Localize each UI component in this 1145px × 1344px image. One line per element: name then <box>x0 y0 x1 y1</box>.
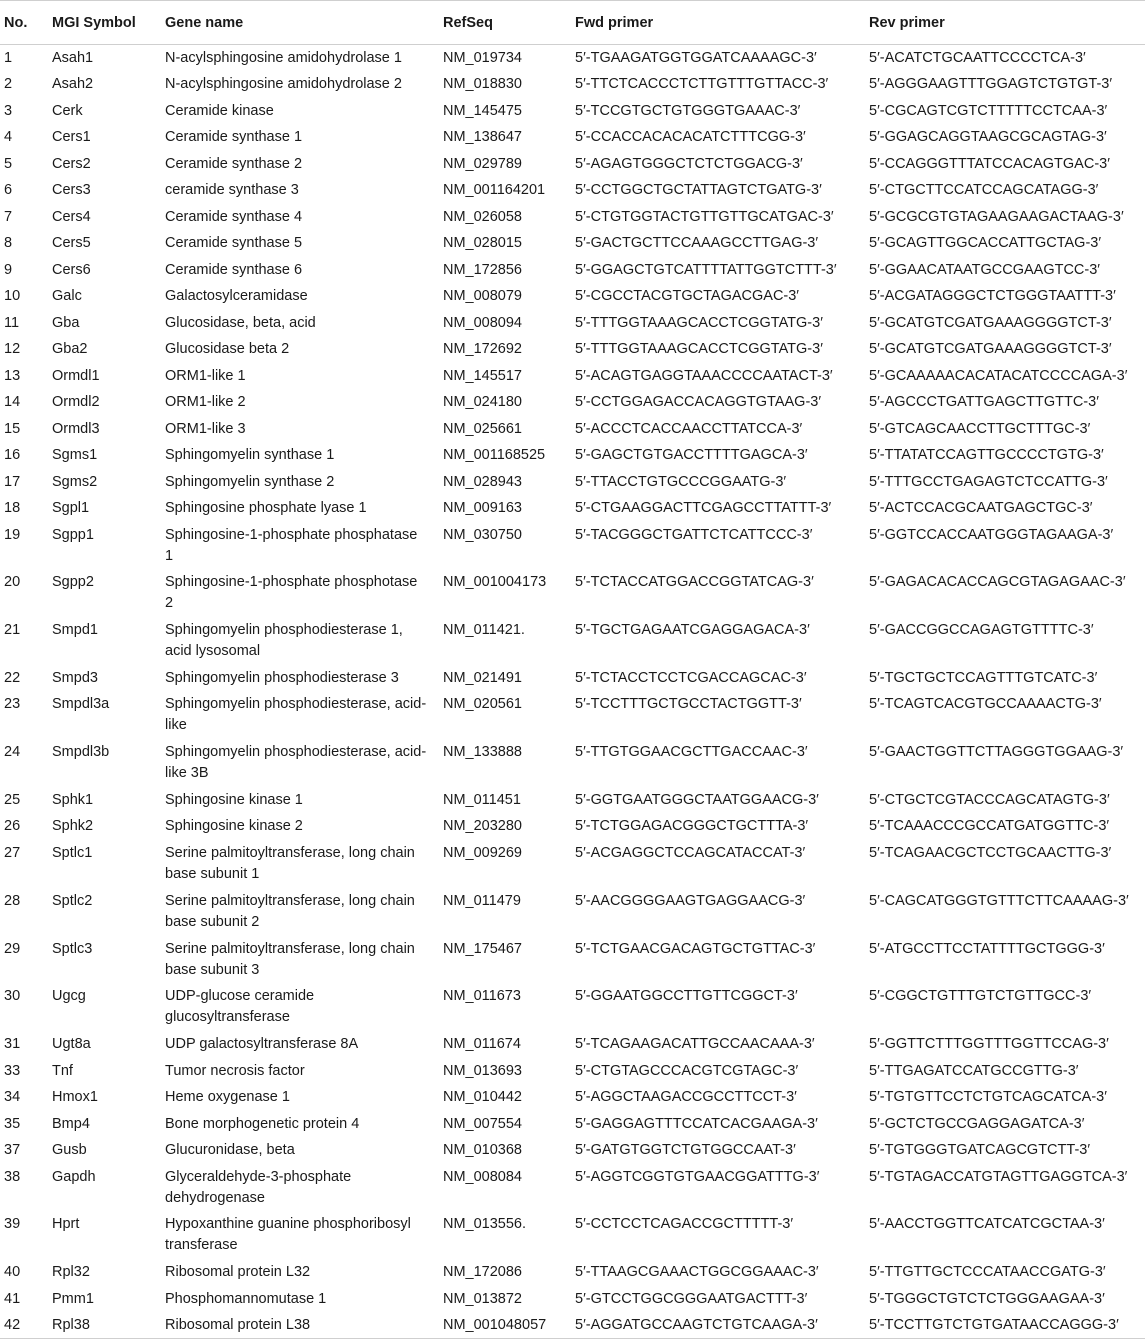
cell-gene-name: Ribosomal protein L38 <box>161 1312 439 1339</box>
cell-mgi-symbol: Sptlc3 <box>52 940 93 957</box>
cell-no: 22 <box>4 669 21 686</box>
cell-mgi-symbol: Gapdh <box>52 1168 96 1185</box>
cell-refseq: NM_025661 <box>443 420 522 437</box>
cell-rev-primer: 5′-CGGCTGTTTGTCTGTTGCC-3′ <box>869 988 1092 1005</box>
cell-mgi-symbol: Rpl32 <box>52 1264 90 1281</box>
cell-no: 11 <box>4 314 20 331</box>
cell-no: 24 <box>4 744 21 761</box>
cell-mgi-symbol: Cers4 <box>52 208 91 225</box>
cell-gene-name: Sphingomyelin phosphodiesterase 1, acid lysosomal <box>165 622 403 660</box>
cell-gene-name: N-acylsphingosine amidohydrolase 1 <box>165 50 402 66</box>
cell-mgi-symbol: Ormdl2 <box>52 394 100 410</box>
table-row <box>0 1312 1145 1339</box>
cell-refseq: NM_028015 <box>443 235 522 251</box>
cell-gene-name: Sphingomyelin synthase 1 <box>165 447 335 463</box>
cell-rev-primer: 5′-GGTTCTTTGGTTTGGTTCCAG-3′ <box>869 1036 1109 1053</box>
table-body <box>0 45 1145 1339</box>
cell-fwd-primer: 5′-ACGAGGCTCCAGCATACCAT-3′ <box>575 844 806 861</box>
cell-fwd-primer: 5′-CTGTAGCCCACGTCGTAGC-3′ <box>575 1062 799 1079</box>
cell-refseq: NM_007554 <box>443 1115 522 1132</box>
cell-fwd-primer: 5′-GTCCTGGCGGGAATGACTTT-3′ <box>575 1290 808 1307</box>
cell-mgi-symbol: Cerk <box>52 102 83 119</box>
cell-refseq: NM_172856 <box>443 261 522 278</box>
cell-no: 17 <box>4 473 21 490</box>
table-row <box>0 98 1145 125</box>
cell-fwd-primer: 5′-TTTGGTAAAGCACCTCGGTATG-3′ <box>575 314 823 331</box>
table-row <box>0 230 1145 257</box>
cell-refseq: NM_024180 <box>443 394 522 410</box>
cell-mgi-symbol: Ugt8a <box>52 1036 91 1053</box>
cell-fwd-primer: 5′-TCTACCTCCTCGACCAGCAC-3′ <box>575 669 807 686</box>
header-mgi-symbol: MGI Symbol <box>48 1 161 45</box>
cell-fwd-primer: 5′-GAGCTGTGACCTTTTGAGCA-3′ <box>575 447 808 463</box>
table-row <box>0 124 1145 151</box>
cell-mgi-symbol: Sphk1 <box>52 791 94 808</box>
table-row <box>0 1084 1145 1111</box>
table-row <box>0 522 1145 570</box>
cell-fwd-primer: 5′-CTGTGGTACTGTTGTTGCATGAC-3′ <box>575 208 834 225</box>
cell-fwd-primer: 5′-TCTGGAGACGGGCTGCTTTA-3′ <box>575 818 809 835</box>
header-no: No. <box>0 1 48 45</box>
cell-mgi-symbol: Ormdl1 <box>52 367 100 384</box>
cell-gene-name: Phosphomannomutase 1 <box>165 1290 327 1307</box>
cell-gene-name: UDP galactosyltransferase 8A <box>165 1036 359 1053</box>
table-row <box>0 442 1145 469</box>
cell-mgi-symbol: Rpl38 <box>48 1312 161 1339</box>
cell-fwd-primer: 5′-TCTGAACGACAGTGCTGTTAC-3′ <box>575 940 816 957</box>
table-row <box>0 1164 1145 1212</box>
cell-mgi-symbol: Smpd3 <box>52 669 98 686</box>
cell-rev-primer: 5′-GCGCGTGTAGAAGAAGACTAAG-3′ <box>869 208 1124 225</box>
cell-refseq: NM_001168525 <box>443 447 546 463</box>
cell-no: 37 <box>4 1142 21 1159</box>
table-row <box>0 983 1145 1031</box>
cell-no: 18 <box>4 500 21 516</box>
cell-refseq: NM_019734 <box>443 50 522 66</box>
cell-refseq: NM_018830 <box>443 76 522 92</box>
cell-refseq: NM_011421. <box>443 622 525 639</box>
cell-rev-primer: 5′-CAGCATGGGTGTTTCTTCAAAAG-3′ <box>869 892 1129 909</box>
cell-rev-primer: 5′-ACTCCACGCAATGAGCTGC-3′ <box>869 500 1093 516</box>
cell-mgi-symbol: Smpd1 <box>52 622 98 639</box>
cell-mgi-symbol: Galc <box>52 288 82 304</box>
cell-rev-primer: 5′-CGCAGTCGTCTTTTTCCTCAA-3′ <box>869 102 1108 119</box>
cell-no: 14 <box>4 394 21 410</box>
cell-no: 34 <box>4 1089 21 1106</box>
cell-gene-name: N-acylsphingosine amidohydrolase 2 <box>165 76 402 92</box>
cell-refseq: NM_001164201 <box>443 182 546 198</box>
cell-mgi-symbol: Ugcg <box>52 988 86 1005</box>
cell-no: 1 <box>4 50 13 66</box>
cell-no: 35 <box>4 1115 21 1132</box>
cell-no: 31 <box>4 1036 21 1053</box>
cell-refseq: NM_008079 <box>443 288 522 304</box>
cell-fwd-primer: 5′-TTACCTGTGCCCGGAATG-3′ <box>575 473 787 490</box>
cell-refseq: NM_011674 <box>443 1036 521 1053</box>
cell-rev-primer: 5′-AGCCCTGATTGAGCTTGTTC-3′ <box>869 394 1099 410</box>
cell-fwd-primer: 5′-TCTACCATGGACCGGTATCAG-3′ <box>575 574 814 591</box>
cell-fwd-primer: 5′-AGAGTGGGCTCTCTGGACG-3′ <box>575 155 803 172</box>
cell-mgi-symbol: Sgpp2 <box>52 574 94 591</box>
cell-rev-primer: 5′-GGAGCAGGTAAGCGCAGTAG-3′ <box>869 129 1107 145</box>
table-row <box>0 1211 1145 1259</box>
cell-gene-name: Serine palmitoyltransferase, long chain base subunit 3 <box>165 940 415 978</box>
cell-rev-primer: 5′-ACGATAGGGCTCTGGGTAATTT-3′ <box>869 288 1116 304</box>
cell-refseq: NM_029789 <box>443 155 522 172</box>
cell-fwd-primer: 5′-GAGGAGTTTCCATCACGAAGA-3′ <box>575 1115 818 1132</box>
cell-fwd-primer: 5′-ACCCTCACCAACCTTATCCA-3′ <box>575 420 803 437</box>
cell-refseq: NM_020561 <box>443 696 522 713</box>
cell-rev-primer: 5′-AACCTGGTTCATCATCGCTAA-3′ <box>869 1216 1105 1233</box>
cell-fwd-primer: 5′-GGAATGGCCTTGTTCGGCT-3′ <box>575 988 798 1005</box>
header-refseq: RefSeq <box>439 1 571 45</box>
cell-rev-primer: 5′-TGGGCTGTCTCTGGGAAGAA-3′ <box>869 1290 1105 1307</box>
table-row <box>0 204 1145 231</box>
cell-no: 12 <box>4 341 21 357</box>
table-row <box>0 739 1145 787</box>
cell-mgi-symbol: Cers2 <box>52 155 91 172</box>
cell-fwd-primer: 5′-CGCCTACGTGCTAGACGAC-3′ <box>575 288 800 304</box>
cell-rev-primer: 5′-GGTCCACCAATGGGTAGAAGA-3′ <box>869 526 1114 543</box>
cell-refseq: NM_028943 <box>443 473 522 490</box>
cell-fwd-primer: 5′-CTGAAGGACTTCGAGCCTTATTT-3′ <box>575 500 832 516</box>
cell-no: 4 <box>4 129 13 145</box>
cell-rev-primer: 5′-TTATATCCAGTTGCCCCTGTG-3′ <box>869 447 1104 463</box>
cell-mgi-symbol: Gba <box>52 314 80 331</box>
cell-fwd-primer: 5′-CCTGGAGACCACAGGTGTAAG-3′ <box>575 394 822 410</box>
cell-mgi-symbol: Sgpp1 <box>52 526 94 543</box>
cell-gene-name: Ceramide kinase <box>165 102 274 119</box>
table-row <box>0 1058 1145 1085</box>
cell-fwd-primer: 5′-TGAAGATGGTGGATCAAAAGC-3′ <box>575 50 817 66</box>
cell-refseq: NM_145517 <box>443 367 522 384</box>
cell-rev-primer: 5′-GAGACACACCAGCGTAGAGAAC-3′ <box>869 574 1126 591</box>
cell-mgi-symbol: Hprt <box>52 1216 80 1233</box>
cell-refseq: NM_133888 <box>443 744 522 761</box>
cell-fwd-primer: 5′-TTTGGTAAAGCACCTCGGTATG-3′ <box>575 341 823 357</box>
table-row <box>0 283 1145 310</box>
cell-fwd-primer: 5′-AACGGGGAAGTGAGGAACG-3′ <box>575 892 806 909</box>
cell-gene-name: Sphingosine kinase 1 <box>165 791 303 808</box>
table-row <box>0 936 1145 984</box>
table-row <box>0 416 1145 443</box>
cell-refseq: NM_172086 <box>443 1264 522 1281</box>
cell-rev-primer: 5′-TCAGAACGCTCCTGCAACTTG-3′ <box>869 844 1112 861</box>
cell-refseq: NM_008094 <box>443 314 522 331</box>
cell-no: 27 <box>4 844 21 861</box>
cell-refseq: NM_175467 <box>443 940 522 957</box>
cell-no: 41 <box>4 1290 21 1307</box>
cell-rev-primer: 5′-TTGAGATCCATGCCGTTG-3′ <box>869 1062 1079 1079</box>
cell-no: 2 <box>4 76 13 92</box>
cell-rev-primer: 5′-TCCTTGTCTGTGATAACCAGGG-3′ <box>865 1312 1145 1339</box>
cell-gene-name: ORM1-like 1 <box>165 367 246 384</box>
cell-mgi-symbol: Asah1 <box>52 50 94 66</box>
cell-refseq: NM_026058 <box>443 208 522 225</box>
cell-refseq: NM_009163 <box>443 500 522 516</box>
cell-mgi-symbol: Smpdl3a <box>52 696 110 713</box>
cell-no: 39 <box>4 1216 21 1233</box>
cell-mgi-symbol: Asah2 <box>52 76 94 92</box>
cell-no: 23 <box>4 696 21 713</box>
table-row <box>0 389 1145 416</box>
cell-fwd-primer: 5′-CCTGGCTGCTATTAGTCTGATG-3′ <box>575 182 822 198</box>
cell-gene-name: Sphingomyelin phosphodiesterase 3 <box>165 669 399 686</box>
cell-mgi-symbol: Hmox1 <box>52 1089 98 1106</box>
table-row <box>0 1259 1145 1286</box>
table-row <box>0 665 1145 692</box>
cell-gene-name: Glucosidase, beta, acid <box>165 314 316 331</box>
cell-refseq: NM_009269 <box>443 844 522 861</box>
table-row <box>0 813 1145 840</box>
table-row <box>0 177 1145 204</box>
cell-gene-name: Serine palmitoyltransferase, long chain base subunit 1 <box>165 844 415 882</box>
cell-fwd-primer: 5′-TTCTCACCCTCTTGTTTGTTACC-3′ <box>575 76 829 92</box>
cell-mgi-symbol: Ormdl3 <box>52 420 100 437</box>
table-row <box>0 363 1145 390</box>
cell-gene-name: Glucuronidase, beta <box>165 1142 295 1159</box>
cell-rev-primer: 5′-ATGCCTTCCTATTTTGCTGGG-3′ <box>869 940 1105 957</box>
cell-mgi-symbol: Gusb <box>52 1142 87 1159</box>
table-row <box>0 257 1145 284</box>
cell-rev-primer: 5′-TGTGTTCCTCTGTCAGCATCA-3′ <box>869 1089 1107 1106</box>
cell-gene-name: Ceramide synthase 1 <box>165 129 303 145</box>
cell-gene-name: Glucosidase beta 2 <box>165 341 290 357</box>
cell-rev-primer: 5′-GCAAAAACACATACATCCCCAGA-3′ <box>869 367 1128 384</box>
cell-rev-primer: 5′-CCAGGGTTTATCCACAGTGAC-3′ <box>869 155 1110 172</box>
cell-gene-name: Sphingosine-1-phosphate phosphatase 1 <box>165 526 418 564</box>
cell-rev-primer: 5′-AGGGAAGTTTGGAGTCTGTGT-3′ <box>869 76 1113 92</box>
cell-rev-primer: 5′-GGAACATAATGCCGAAGTCC-3′ <box>869 261 1101 278</box>
cell-no: 26 <box>4 818 21 835</box>
cell-refseq: NM_011451 <box>443 791 521 808</box>
table-row <box>0 45 1145 72</box>
cell-refseq: NM_008084 <box>443 1168 522 1185</box>
cell-mgi-symbol: Sgpl1 <box>52 500 90 516</box>
cell-no: 8 <box>4 235 13 251</box>
cell-gene-name: ORM1-like 2 <box>165 394 246 410</box>
cell-mgi-symbol: Gba2 <box>52 341 88 357</box>
cell-refseq: NM_010368 <box>443 1142 522 1159</box>
cell-rev-primer: 5′-GACCGGCCAGAGTGTTTTC-3′ <box>869 622 1094 639</box>
cell-refseq: NM_030750 <box>443 526 522 543</box>
cell-mgi-symbol: Cers6 <box>52 261 91 278</box>
cell-fwd-primer: 5′-GACTGCTTCCAAAGCCTTGAG-3′ <box>575 235 819 251</box>
cell-fwd-primer: 5′-GGAGCTGTCATTTTATTGGTCTTT-3′ <box>575 261 837 278</box>
table-row <box>0 71 1145 98</box>
cell-refseq: NM_011673 <box>443 988 521 1005</box>
table-row <box>0 1031 1145 1058</box>
cell-refseq: NM_138647 <box>443 129 522 145</box>
cell-mgi-symbol: Tnf <box>52 1062 73 1079</box>
cell-fwd-primer: 5′-TACGGGCTGATTCTCATTCCC-3′ <box>575 526 813 543</box>
table-row <box>0 691 1145 739</box>
cell-refseq: NM_203280 <box>443 818 522 835</box>
table-row <box>0 1111 1145 1138</box>
cell-gene-name: Sphingomyelin phosphodiesterase, acid-like <box>165 696 427 734</box>
table-row <box>0 569 1145 617</box>
cell-rev-primer: 5′-GTCAGCAACCTTGCTTTGC-3′ <box>869 420 1091 437</box>
cell-gene-name: Galactosylceramidase <box>165 288 308 304</box>
cell-no: 7 <box>4 208 13 225</box>
cell-rev-primer: 5′-TGTGGGTGATCAGCGTCTT-3′ <box>869 1142 1091 1159</box>
cell-rev-primer: 5′-TGCTGCTCCAGTTTGTCATC-3′ <box>869 669 1098 686</box>
cell-rev-primer: 5′-GCAGTTGGCACCATTGCTAG-3′ <box>869 235 1102 251</box>
cell-gene-name: UDP-glucose ceramide glucosyltransferase <box>165 988 315 1026</box>
cell-rev-primer: 5′-TTTGCCTGAGAGTCTCCATTG-3′ <box>869 473 1108 490</box>
cell-rev-primer: 5′-CTGCTCGTACCCAGCATAGTG-3′ <box>869 791 1110 808</box>
table-row <box>0 840 1145 888</box>
cell-no: 33 <box>4 1062 21 1079</box>
cell-rev-primer: 5′-GCATGTCGATGAAAGGGGTCT-3′ <box>869 341 1112 357</box>
cell-no: 15 <box>4 420 21 437</box>
cell-fwd-primer: 5′-AGGTCGGTGTGAACGGATTTG-3′ <box>575 1168 820 1185</box>
cell-rev-primer: 5′-TGTAGACCATGTAGTTGAGGTCA-3′ <box>869 1168 1128 1185</box>
cell-gene-name: ORM1-like 3 <box>165 420 246 437</box>
cell-fwd-primer: 5′-TTGTGGAACGCTTGACCAAC-3′ <box>575 744 808 761</box>
cell-gene-name: Ceramide synthase 4 <box>165 208 303 225</box>
cell-no: 25 <box>4 791 21 808</box>
table-row <box>0 469 1145 496</box>
table-row <box>0 495 1145 522</box>
cell-refseq: NM_011479 <box>443 892 521 909</box>
cell-refseq: NM_013556. <box>443 1216 527 1233</box>
cell-gene-name: Bone morphogenetic protein 4 <box>165 1115 360 1132</box>
table-row <box>0 787 1145 814</box>
header-fwd-primer: Fwd primer <box>571 1 865 45</box>
cell-gene-name: Ceramide synthase 5 <box>165 235 303 251</box>
cell-refseq: NM_013693 <box>443 1062 522 1079</box>
cell-rev-primer: 5′-GCATGTCGATGAAAGGGGTCT-3′ <box>869 314 1112 331</box>
cell-mgi-symbol: Sgms2 <box>52 473 98 490</box>
table-row <box>0 310 1145 337</box>
cell-rev-primer: 5′-CTGCTTCCATCCAGCATAGG-3′ <box>869 182 1099 198</box>
cell-no: 42 <box>0 1312 48 1339</box>
cell-gene-name: Ceramide synthase 2 <box>165 155 303 172</box>
cell-rev-primer: 5′-TTGTTGCTCCCATAACCGATG-3′ <box>869 1264 1106 1281</box>
cell-no: 19 <box>4 526 21 543</box>
cell-rev-primer: 5′-ACATCTGCAATTCCCCTCA-3′ <box>869 50 1086 66</box>
cell-refseq: NM_021491 <box>443 669 522 686</box>
cell-mgi-symbol: Sgms1 <box>52 447 98 463</box>
cell-mgi-symbol: Sptlc1 <box>52 844 93 861</box>
cell-no: 30 <box>4 988 21 1005</box>
cell-fwd-primer: 5′-TGCTGAGAATCGAGGAGACA-3′ <box>575 622 810 639</box>
cell-gene-name: Tumor necrosis factor <box>165 1062 305 1079</box>
cell-fwd-primer: 5′-AGGCTAAGACCGCCTTCCT-3′ <box>575 1089 797 1106</box>
cell-fwd-primer: 5′-TCAGAAGACATTGCCAACAAA-3′ <box>575 1036 815 1053</box>
cell-mgi-symbol: Pmm1 <box>52 1290 94 1307</box>
cell-rev-primer: 5′-TCAAACCCGCCATGATGGTTC-3′ <box>869 818 1110 835</box>
header-rev-primer: Rev primer <box>865 1 1145 45</box>
cell-refseq: NM_001004173 <box>443 574 547 591</box>
cell-rev-primer: 5′-GAACTGGTTCTTAGGGTGGAAG-3′ <box>869 744 1124 761</box>
cell-refseq: NM_145475 <box>443 102 522 119</box>
table-row <box>0 1286 1145 1313</box>
cell-gene-name: Serine palmitoyltransferase, long chain base subunit 2 <box>165 892 415 930</box>
cell-fwd-primer: 5′-AGGATGCCAAGTCTGTCAAGA-3′ <box>571 1312 865 1339</box>
cell-fwd-primer: 5′-CCTCCTCAGACCGCTTTTT-3′ <box>575 1216 794 1233</box>
cell-no: 5 <box>4 155 13 172</box>
cell-mgi-symbol: Sptlc2 <box>52 892 93 909</box>
table-row <box>0 888 1145 936</box>
table-header <box>0 1 1145 45</box>
cell-gene-name: Sphingomyelin phosphodiesterase, acid-like 3B <box>165 744 427 782</box>
cell-gene-name: Glyceraldehyde-3-phosphate dehydrogenase <box>165 1168 352 1206</box>
cell-no: 6 <box>4 182 13 198</box>
cell-gene-name: Ribosomal protein L32 <box>165 1264 311 1281</box>
cell-rev-primer: 5′-GCTCTGCCGAGGAGATCA-3′ <box>869 1115 1085 1132</box>
cell-gene-name: Hypoxanthine guanine phosphoribosyl transferase <box>165 1216 411 1254</box>
cell-mgi-symbol: Cers5 <box>52 235 91 251</box>
cell-fwd-primer: 5′-TTAAGCGAAACTGGCGGAAAC-3′ <box>575 1264 819 1281</box>
cell-fwd-primer: 5′-TCCTTTGCTGCCTACTGGTT-3′ <box>575 696 802 713</box>
cell-no: 29 <box>4 940 21 957</box>
cell-mgi-symbol: Cers1 <box>52 129 91 145</box>
cell-no: 21 <box>4 622 21 639</box>
cell-gene-name: Sphingosine phosphate lyase 1 <box>165 500 367 516</box>
header-gene-name: Gene name <box>161 1 439 45</box>
table-row <box>0 617 1145 665</box>
cell-refseq: NM_013872 <box>443 1290 522 1307</box>
cell-no: 40 <box>4 1264 21 1281</box>
cell-mgi-symbol: Cers3 <box>52 182 91 198</box>
cell-gene-name: Heme oxygenase 1 <box>165 1089 290 1106</box>
cell-mgi-symbol: Sphk2 <box>52 818 94 835</box>
cell-refseq: NM_172692 <box>443 341 522 357</box>
cell-no: 28 <box>4 892 21 909</box>
cell-fwd-primer: 5′-TCCGTGCTGTGGGTGAAAC-3′ <box>575 102 801 119</box>
cell-gene-name: Sphingosine-1-phosphate phosphotase 2 <box>165 574 418 612</box>
cell-no: 20 <box>4 574 21 591</box>
cell-no: 3 <box>4 102 13 119</box>
cell-gene-name: Sphingomyelin synthase 2 <box>165 473 335 490</box>
cell-no: 9 <box>4 261 13 278</box>
cell-refseq: NM_001048057 <box>439 1312 571 1339</box>
cell-refseq: NM_010442 <box>443 1089 522 1106</box>
cell-no: 13 <box>4 367 21 384</box>
cell-mgi-symbol: Smpdl3b <box>52 744 110 761</box>
cell-fwd-primer: 5′-ACAGTGAGGTAAACCCCAATACT-3′ <box>575 367 833 384</box>
cell-no: 38 <box>4 1168 21 1185</box>
cell-no: 10 <box>4 288 21 304</box>
cell-gene-name: Ceramide synthase 6 <box>165 261 303 278</box>
cell-no: 16 <box>4 447 21 463</box>
cell-gene-name: ceramide synthase 3 <box>165 182 299 198</box>
header-row <box>0 1 1145 45</box>
table-row <box>0 151 1145 178</box>
cell-fwd-primer: 5′-CCACCACACACATCTTTCGG-3′ <box>575 129 806 145</box>
table-row <box>0 1137 1145 1164</box>
table-row <box>0 336 1145 363</box>
cell-rev-primer: 5′-TCAGTCACGTGCCAAAACTG-3′ <box>869 696 1102 713</box>
cell-gene-name: Sphingosine kinase 2 <box>165 818 303 835</box>
cell-mgi-symbol: Bmp4 <box>52 1115 90 1132</box>
cell-fwd-primer: 5′-GATGTGGTCTGTGGCCAAT-3′ <box>575 1142 796 1159</box>
cell-fwd-primer: 5′-GGTGAATGGGCTAATGGAACG-3′ <box>575 791 819 808</box>
